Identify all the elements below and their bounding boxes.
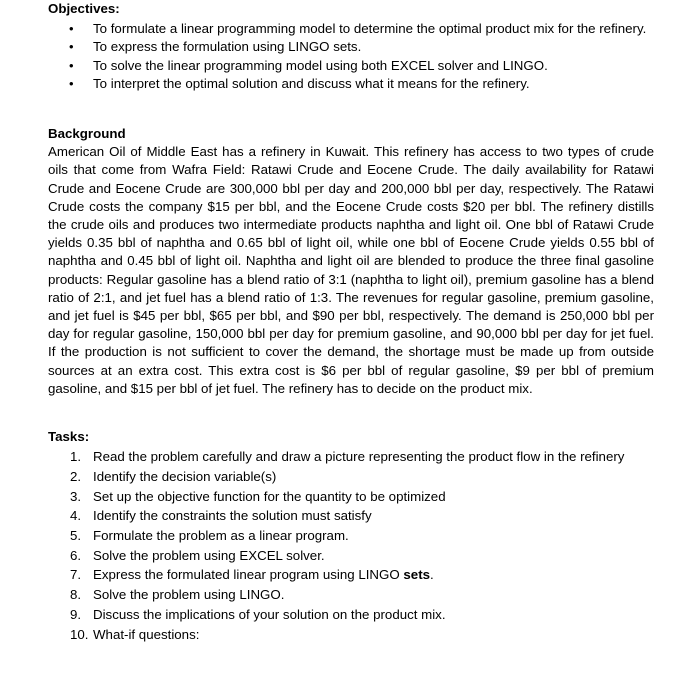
background-heading: Background <box>48 126 126 142</box>
list-item <box>48 606 654 624</box>
document-page <box>48 0 654 645</box>
bullet-icon: • <box>69 21 74 37</box>
task-number: 1. <box>70 449 82 465</box>
bullet-icon: • <box>69 57 74 73</box>
bullet-icon: • <box>69 39 74 55</box>
list-item <box>48 586 654 604</box>
task-number: 3. <box>70 488 82 504</box>
objective-text: To express the formulation using LINGO sets. <box>93 39 362 55</box>
task-number: 10. <box>70 626 89 642</box>
task-text: Solve the problem using EXCEL solver. <box>93 547 325 563</box>
task-number: 5. <box>70 528 82 544</box>
task-text: What-if questions: <box>93 626 200 642</box>
list-item <box>48 448 654 466</box>
list-item <box>48 547 654 565</box>
list-item <box>48 75 654 93</box>
task-number: 6. <box>70 547 82 563</box>
list-item <box>48 566 654 584</box>
task-text: Discuss the implications of your solution on the product mix. <box>93 606 446 622</box>
list-item <box>48 527 654 545</box>
task-number: 8. <box>70 587 82 603</box>
objective-text: To formulate a linear programming model to determine the optimal product mix for the refinery. <box>93 21 647 37</box>
task-text: Formulate the problem as a linear program. <box>93 528 349 544</box>
list-item <box>48 38 654 56</box>
task-suffix: . <box>430 567 434 583</box>
list-item <box>48 57 654 75</box>
task-text: Set up the objective function for the quantity to be optimized <box>93 488 446 504</box>
objective-text: To interpret the optimal solution and discuss what it means for the refinery. <box>93 75 530 91</box>
task-number: 9. <box>70 606 82 622</box>
list-item <box>48 20 654 38</box>
list-item <box>48 488 654 506</box>
objective-text: To solve the linear programming model using both EXCEL solver and LINGO. <box>93 57 548 73</box>
tasks-list <box>48 448 654 644</box>
task-bold-text: sets <box>403 567 431 583</box>
objectives-list <box>48 20 654 93</box>
background-paragraph: American Oil of Middle East has a refinery in Kuwait. This refinery has access to two types of crude oils that come from Wafra Field: Ratawi Crude and Eocene Crude. The daily availability for Ratawi Crude and Eocene Crude are 300,000 bbl per day and 200,000 bbl per day, respectively. The Ratawi Crude costs the company $15 per bbl, and the Eocene Crude costs $20 per bbl. The refinery distills the crude oils and produces two intermediate products naphtha and light oil. One bbl of Ratawi Crude yields 0.35 bbl of naphtha and 0.65 bbl of light oil, while one bbl of Eocene Crude yields 0.55 bbl of naphtha and 0.45 bbl of light oil. Naphtha and light oil are blended to produce the three final gasoline products: Regular gasoline has a blend ratio of 3:1 (naphtha to light oil), premium gasoline has a blend ratio of 2:1, and jet fuel has a blend ratio of 1:3. The revenues for regular gasoline, premium gasoline, and jet fuel is $45 per bbl, $65 per bbl, and $90 per bbl, respectively. The demand is 250,000 bbl per day for regular gasoline, 150,000 bbl per day for premium gasoline, and 90,000 bbl per day for jet fuel. If the production is not sufficient to cover the demand, the shortage must be made up from outside sources at an extra cost. This extra cost is $6 per bbl of regular gasoline, $9 per bbl of premium gasoline, and $15 per bbl of jet fuel. The refinery has to decide on the product mix. <box>48 144 654 396</box>
bullet-icon: • <box>69 75 74 91</box>
task-text: Identify the constraints the solution must satisfy <box>93 508 372 524</box>
task-text: Identify the decision variable(s) <box>93 468 277 484</box>
list-item <box>48 468 654 486</box>
task-text: Read the problem carefully and draw a picture representing the product flow in the refinery <box>93 449 625 465</box>
tasks-heading: Tasks: <box>48 429 90 445</box>
task-number: 7. <box>70 567 82 583</box>
task-number: 2. <box>70 468 82 484</box>
list-item <box>48 626 654 644</box>
task-text: Solve the problem using LINGO. <box>93 587 285 603</box>
task-text: Express the formulated linear program using LINGO <box>93 567 404 583</box>
task-number: 4. <box>70 508 82 524</box>
objectives-heading: Objectives: <box>48 1 120 16</box>
list-item <box>48 507 654 525</box>
